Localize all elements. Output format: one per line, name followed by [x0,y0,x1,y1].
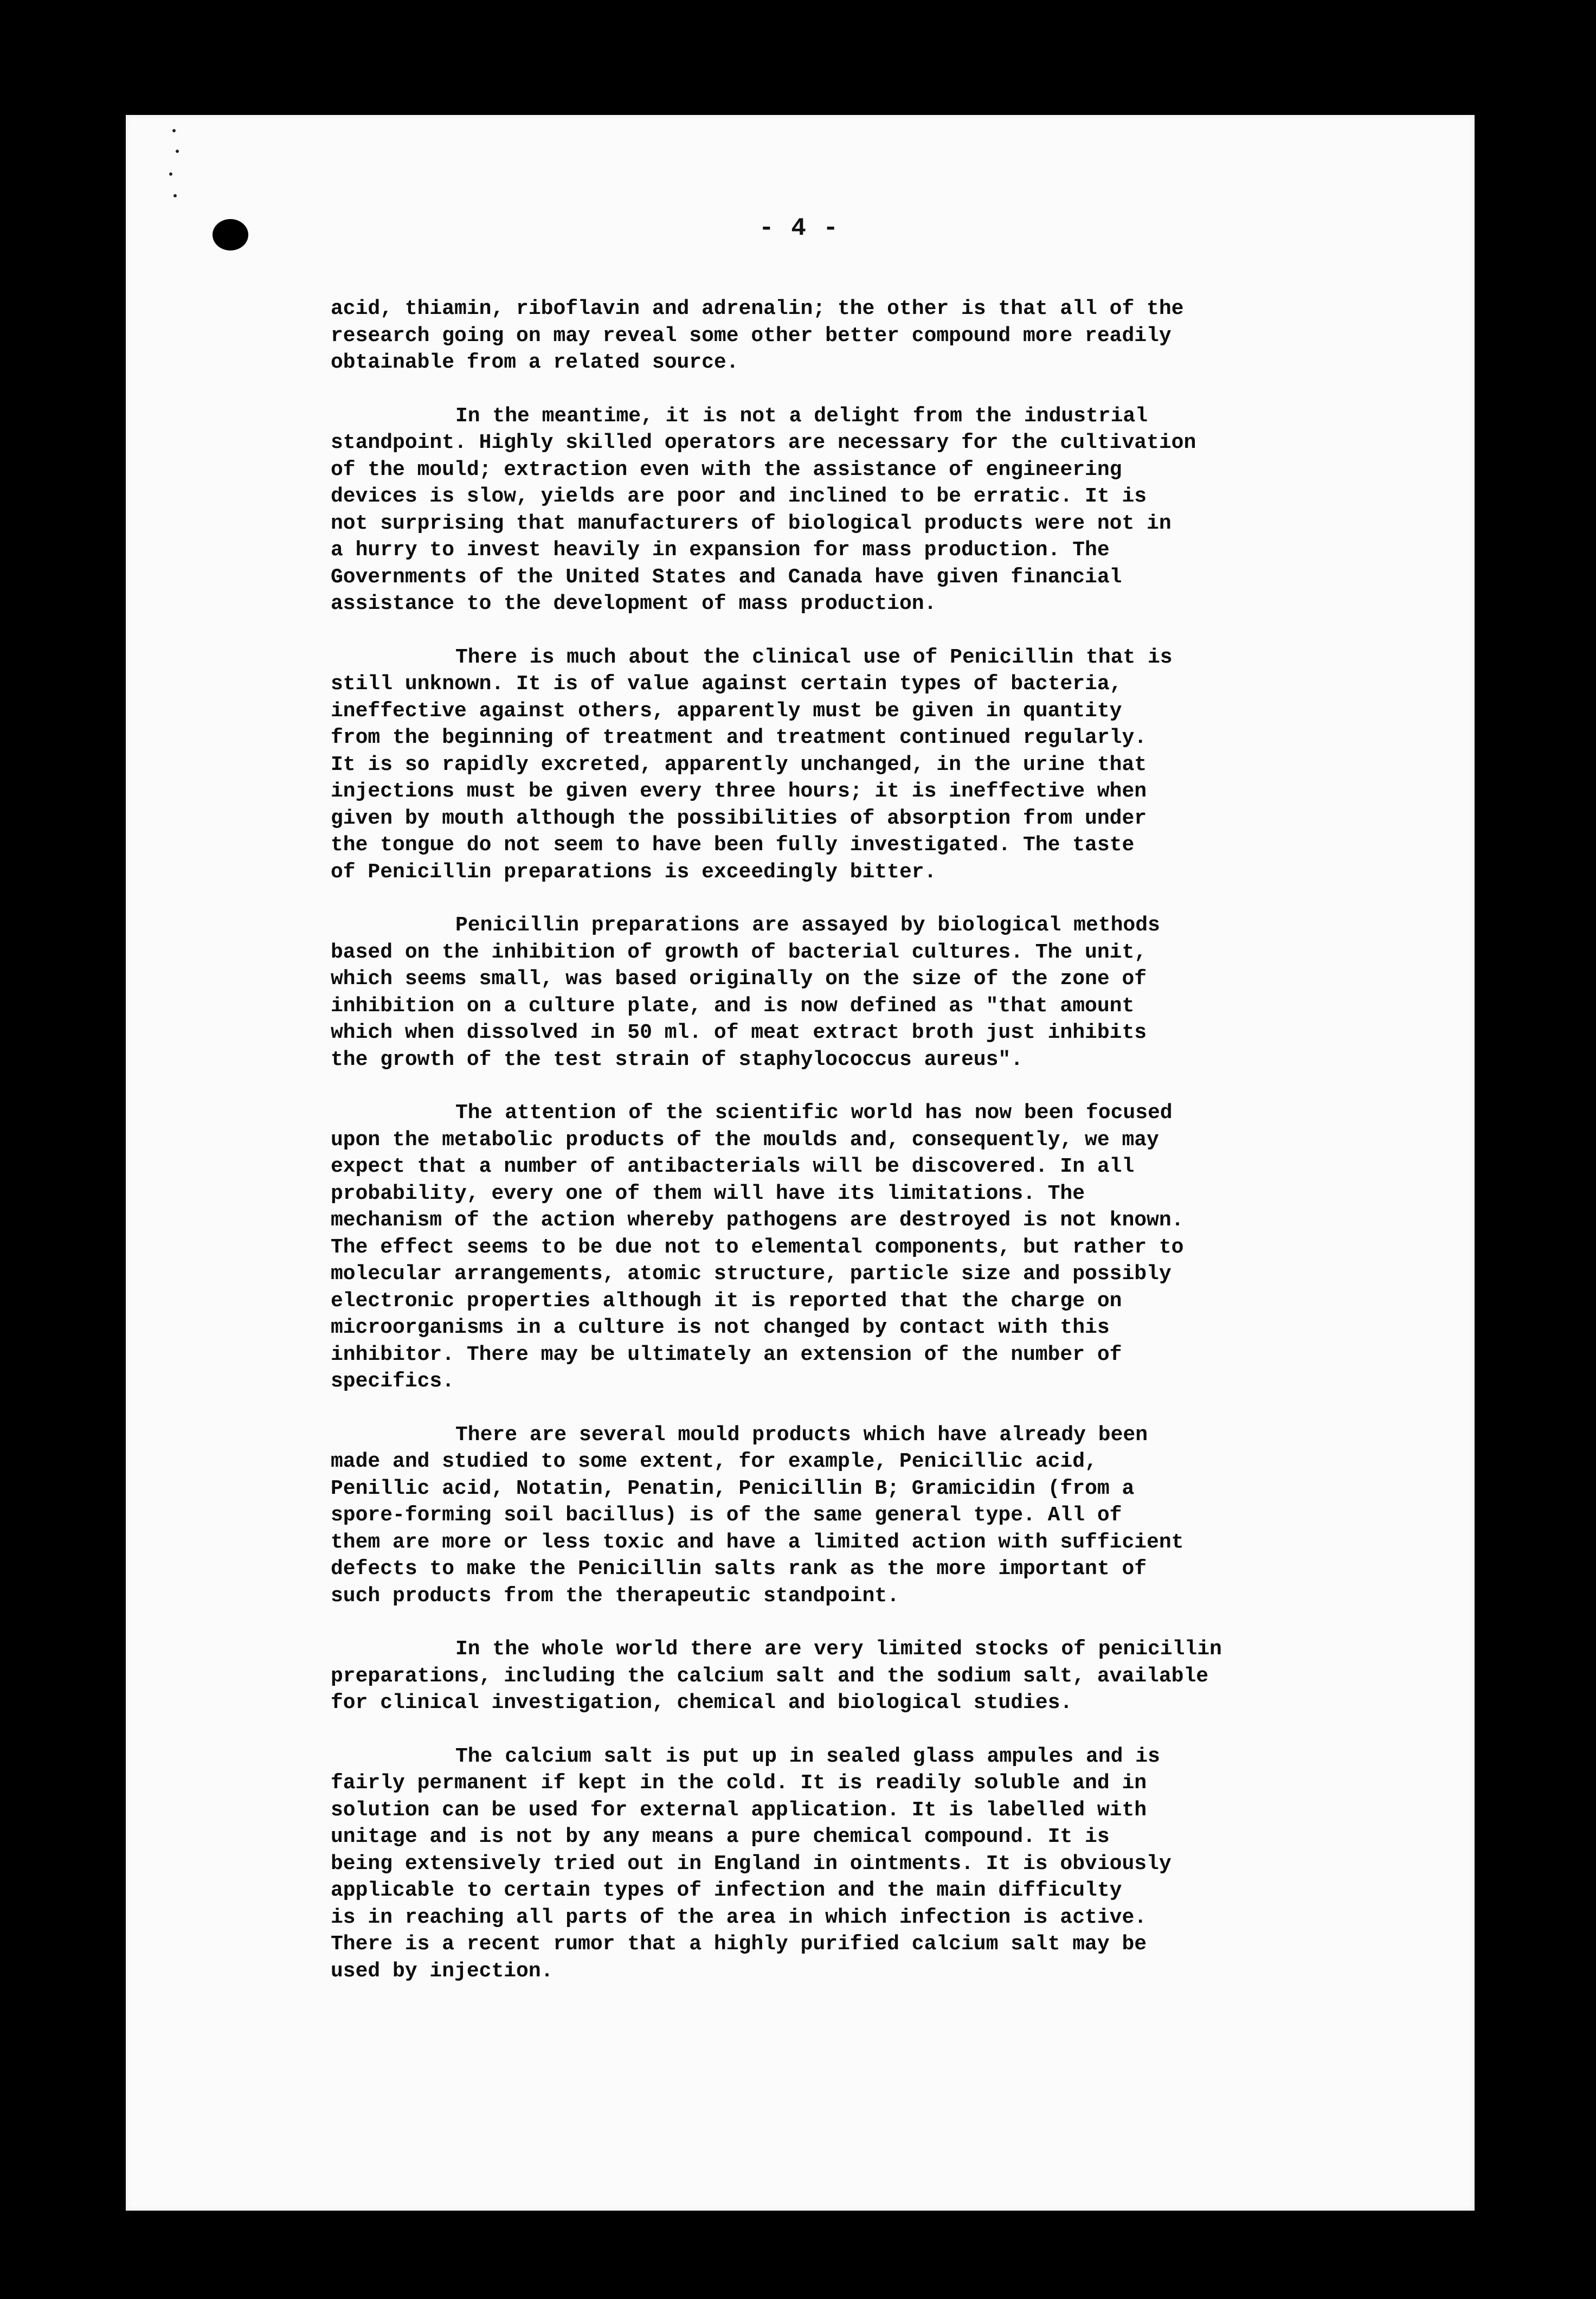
paragraph: Penicillin preparations are assayed by biological methods based on the inhibition of growth of bacterial cultures. The unit, which seems small, was based originally on the size of the zone of inhibition on a culture plate, and is now defined as "that amount which when dissolved in 50 ml. of meat extract broth just inhibits the growth of the test strain of staphylococcus aureus". [331,914,1160,1071]
paragraph: There is much about the clinical use of Penicillin that is still unknown. It is of value against certain types of bacteria, ineffective against others, apparently must be given in quantity from the beginning of treatment and treatment continued regularly. It is so rapidly excreted, apparently unchanged, in the urine that injections must be given every three hours; it is ineffective when given by mouth although the possibilities of absorption from under the tongue do not seem to have been fully investigated. The taste of Penicillin preparations is exceedingly bitter. [331,645,1173,884]
paragraph: There are several mould products which have already been made and studied to some extent, for example, Penicillic acid, Penillic acid, Notatin, Penatin, Penicillin B; Gramicidin (from a spore-forming soil bacillus) is of the same general type. All of them are more or less toxic and have a limited action with sufficient defects to make the Penicillin salts rank as the more important of such products from the therapeutic standpoint. [331,1423,1184,1608]
paragraph: acid, thiamin, riboflavin and adrenalin; the other is that all of the research going on may reveal some other better compound more readily obtainable from a related source. [331,297,1184,374]
page-number: - 4 - [759,214,840,242]
paragraph: In the whole world there are very limited stocks of penicillin preparations, including the calcium salt and the sodium salt, available for clinical investigation, chemical and biological studies. [331,1637,1222,1714]
paragraph: The attention of the scientific world has now been focused upon the metabolic products of the moulds and, consequently, we may expect that a number of antibacterials will be discovered. In all probability, every one of them will have its limitations. The mechanism of the action whereby pathogens are destroyed is not known. The effect seems to be due not to elemental components, but rather to molecular arrangements, atomic structure, particle size and possibly electronic properties although it is reported that the charge on microorganisms in a culture is not changed by contact with this inhibitor. There may be ultimately an extension of the number of specifics. [331,1101,1184,1393]
paper-speck [172,129,176,132]
document-body [331,296,1307,2011]
punch-hole [213,219,248,251]
paper-speck [176,150,179,153]
paragraph: The calcium salt is put up in sealed glass ampules and is fairly permanent if kept in the cold. It is readily soluble and in solution can be used for external application. It is labelled with unitage and is not by any means a pure chemical compound. It is being extensively tried out in England in ointments. It is obviously applicable to certain types of infection and the main difficulty is in reaching all parts of the area in which infection is active. There is a recent rumor that a highly purified calcium salt may be used by injection. [331,1744,1172,1983]
paragraph: In the meantime, it is not a delight from the industrial standpoint. Highly skilled operators are necessary for the cultivation of the mould; extraction even with the assistance of engineering devices is slow, yields are poor and inclined to be erratic. It is not surprising that manufacturers of biological products were not in a hurry to invest heavily in expansion for mass production. The Governments of the United States and Canada have given financial assistance to the development of mass production. [331,404,1196,615]
paper-speck [173,194,177,197]
paper-speck [169,172,172,176]
